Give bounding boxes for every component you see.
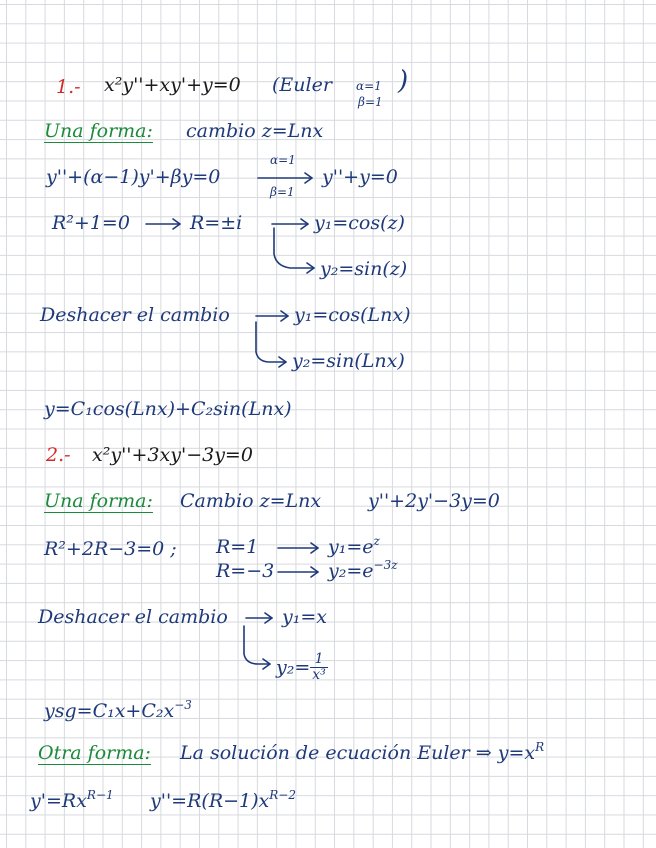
arrow-right-icon bbox=[258, 173, 312, 183]
char-equation-general: y''+(α−1)y'+βy=0 bbox=[46, 166, 221, 188]
problem-1-number: 1.- bbox=[56, 76, 81, 98]
arrow-right-icon bbox=[278, 567, 318, 577]
una-forma-label-1: Una forma: bbox=[44, 120, 153, 142]
general-solution-1: y=C₁cos(Lnx)+C₂sin(Lnx) bbox=[44, 398, 292, 420]
una-forma-label-2: Una forma: bbox=[44, 490, 153, 512]
first-derivative: $y'=Rx^{R-1}$ bbox=[30, 788, 114, 812]
hook-arrow-icon bbox=[256, 322, 286, 367]
arrow-over-alpha: α=1 bbox=[270, 153, 296, 167]
euler-solution-form: La solución de ecuación Euler ⇒ $y=x^R$ bbox=[180, 740, 545, 764]
y2-sin-lnx: y₂=sin(Lnx) bbox=[292, 350, 405, 372]
reduced-equation-1: y''+y=0 bbox=[322, 166, 398, 188]
euler-close-paren: ) bbox=[398, 66, 409, 96]
deshacer-cambio-1: Deshacer el cambio bbox=[40, 304, 230, 326]
hook-arrow-icon bbox=[244, 626, 270, 669]
beta-value: β=1 bbox=[358, 95, 383, 109]
alpha-value: α=1 bbox=[356, 79, 382, 93]
arrow-right-icon bbox=[256, 311, 288, 321]
problem-2-number: 2.- bbox=[46, 444, 71, 466]
reduced-equation-2: y''+2y'−3y=0 bbox=[368, 490, 500, 512]
general-solution-2: $ysg=C_1x+C_2x^{-3}$ bbox=[44, 698, 192, 722]
problem-1-equation: x²y''+xy'+y=0 bbox=[104, 74, 241, 96]
char-poly-2: R²+2R−3=0 ; bbox=[44, 538, 177, 560]
cambio-text-1: cambio z=Lnx bbox=[186, 120, 324, 142]
y1-cos-z: y₁=cos(z) bbox=[314, 212, 405, 234]
y1-cos-lnx: y₁=cos(Lnx) bbox=[294, 304, 411, 326]
roots-1: R=±i bbox=[190, 212, 243, 234]
y1-exp-z: $y_1=e^z$ bbox=[328, 534, 380, 558]
root-r2: R=−3 bbox=[216, 560, 275, 582]
char-poly-1: R²+1=0 bbox=[52, 212, 130, 234]
arrow-right-icon bbox=[146, 219, 180, 229]
arrow-right-icon bbox=[272, 219, 308, 229]
second-derivative: $y''=R(R-1)x^{R-2}$ bbox=[150, 788, 296, 812]
otra-forma-label: Otra forma: bbox=[38, 742, 151, 764]
root-r1: R=1 bbox=[216, 536, 259, 558]
y2-sin-z: y₂=sin(z) bbox=[320, 258, 408, 280]
deshacer-cambio-2: Deshacer el cambio bbox=[38, 606, 228, 628]
arrow-right-icon bbox=[278, 543, 318, 553]
arrow-under-beta: β=1 bbox=[270, 185, 295, 199]
y2-exp-3z: $y_2=e^{-3z}$ bbox=[328, 558, 398, 582]
y2-fraction: y₂= $\frac{1}{\text{x³}}$ bbox=[276, 651, 326, 683]
euler-label: (Euler bbox=[272, 74, 332, 96]
problem-2-equation: x²y''+3xy'−3y=0 bbox=[92, 444, 253, 466]
arrow-right-icon bbox=[246, 613, 272, 623]
hook-arrow-icon bbox=[274, 228, 314, 273]
cambio-text-2: Cambio z=Lnx bbox=[180, 490, 322, 512]
y1-x: y₁=x bbox=[282, 606, 327, 628]
